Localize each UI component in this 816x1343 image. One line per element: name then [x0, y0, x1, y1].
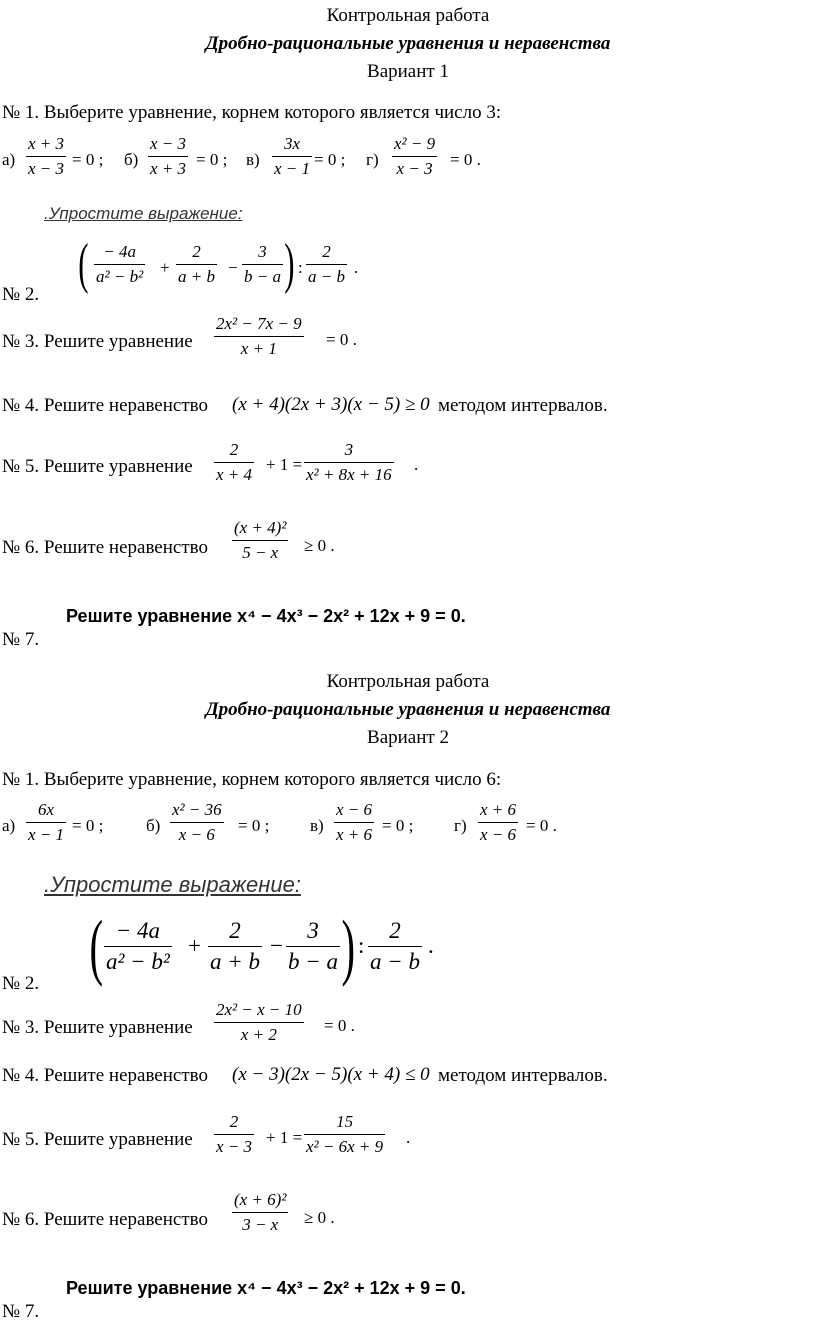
option-v-letter: в) [310, 816, 324, 835]
variant-title: Вариант 2 [367, 727, 449, 748]
fraction-3: $\frac{3}{b - a}$ [288, 918, 339, 974]
q6-label: № 6. Решите неравенство [2, 1209, 208, 1230]
fraction-4: $\frac{2}{a - b}$ [370, 918, 421, 974]
q2-label: № 2. [2, 973, 40, 994]
option-b-letter: б) [124, 150, 139, 169]
option-b-fraction: $\frac{\text{x² − 36}}{x - 6}$ [172, 800, 222, 844]
q3-label: № 3. Решите уравнение [2, 1017, 193, 1038]
left-paren: ( [89, 906, 104, 988]
header: Контрольная работа [326, 5, 490, 26]
variant-title: Вариант 1 [367, 61, 449, 82]
q6-fraction: $\frac{\text{(x + 4)²}}{5 - x}$ [234, 518, 287, 562]
q6-fraction: $\frac{\text{(x + 6)²}}{3 - x}$ [234, 1190, 287, 1234]
q1-label: № 1. Выберите уравнение, корнем которого является число 3: [2, 102, 502, 123]
header: Контрольная работа [326, 671, 490, 692]
q6-label: № 6. Решите неравенство [2, 537, 208, 558]
q4-label: № 4. Решите неравенство [2, 1065, 208, 1086]
option-a-fraction: $\frac{6x}{x - 1}$ [28, 800, 65, 844]
q7-task: Решите уравнение x⁴ − 4x³ − 2x² + 12x + 9 = 0. [66, 606, 466, 626]
q3-fraction: $\frac{\text{2x² − x − 10}}{x + 2}$ [216, 1000, 302, 1044]
option-a-fraction: $\frac{x + 3}{x - 3}$ [28, 134, 65, 178]
simplify-heading: .Упростите выражение: [44, 204, 243, 223]
option-a-letter: а) [2, 816, 16, 835]
q7-label: № 7. [2, 629, 40, 650]
option-v-fraction: $\frac{3x}{x - 1}$ [274, 134, 311, 178]
option-b-letter: б) [146, 816, 161, 835]
fraction-1: $\frac{- 4a}{\text{a² − b²}}$ [96, 242, 144, 286]
option-b-fraction: $\frac{x - 3}{x + 3}$ [150, 134, 187, 178]
fraction-4: $\frac{2}{a - b}$ [308, 242, 345, 286]
q5-fraction-2: $\frac{3}{\text{x² + 8x + 16}}$ [306, 440, 392, 484]
option-a-letter: а) [2, 150, 16, 169]
right-paren: ) [341, 906, 356, 988]
q4-label: № 4. Решите неравенство [2, 395, 208, 416]
q7-task: Решите уравнение x⁴ − 4x³ − 2x² + 12x + 9 = 0. [66, 1278, 466, 1298]
option-v-fraction: $\frac{x - 6}{x + 6}$ [336, 800, 373, 844]
q4-expression: (x + 4)(2x + 3)(x − 5) ≥ 0 [232, 394, 430, 415]
q7-label: № 7. [2, 1301, 40, 1322]
option-g-fraction: $\frac{\text{x² − 9}}{x - 3}$ [394, 134, 436, 178]
q5-fraction-2: $\frac{15}{\text{x² − 6x + 9}}$ [306, 1112, 384, 1156]
fraction-1: $\frac{- 4a}{\text{a² − b²}}$ [106, 918, 170, 974]
option-g-fraction: $\frac{x + 6}{x - 6}$ [480, 800, 517, 844]
q4-expression: (x − 3)(2x − 5)(x + 4) ≤ 0 [232, 1064, 430, 1085]
option-v-letter: в) [246, 150, 260, 169]
right-paren: ) [284, 233, 295, 295]
option-g-letter: г) [454, 816, 467, 835]
fraction-2: $\frac{2}{a + b}$ [178, 242, 215, 286]
simplify-heading: .Упростите выражение: [44, 872, 301, 897]
fraction-3: $\frac{3}{b - a}$ [244, 242, 281, 286]
subtitle: Дробно-рациональные уравнения и неравенства [205, 33, 611, 54]
fraction-2: $\frac{2}{a + b}$ [210, 918, 261, 974]
q4-tail: методом интервалов. [438, 395, 608, 416]
q5-fraction-1: $\frac{2}{x + 4}$ [216, 440, 253, 484]
q5-fraction-1: $\frac{2}{x - 3}$ [216, 1112, 253, 1156]
subtitle: Дробно-рациональные уравнения и неравенства [205, 699, 611, 720]
q5-label: № 5. Решите уравнение [2, 1129, 193, 1150]
q1-label: № 1. Выберите уравнение, корнем которого является число 6: [2, 769, 502, 790]
q3-label: № 3. Решите уравнение [2, 331, 193, 352]
q5-label: № 5. Решите уравнение [2, 456, 193, 477]
left-paren: ( [78, 233, 89, 295]
q3-fraction: $\frac{\text{2x² − 7x − 9}}{x + 1}$ [216, 314, 302, 358]
q2-label: № 2. [2, 284, 40, 305]
q4-tail: методом интервалов. [438, 1065, 608, 1086]
option-g-letter: г) [366, 150, 379, 169]
